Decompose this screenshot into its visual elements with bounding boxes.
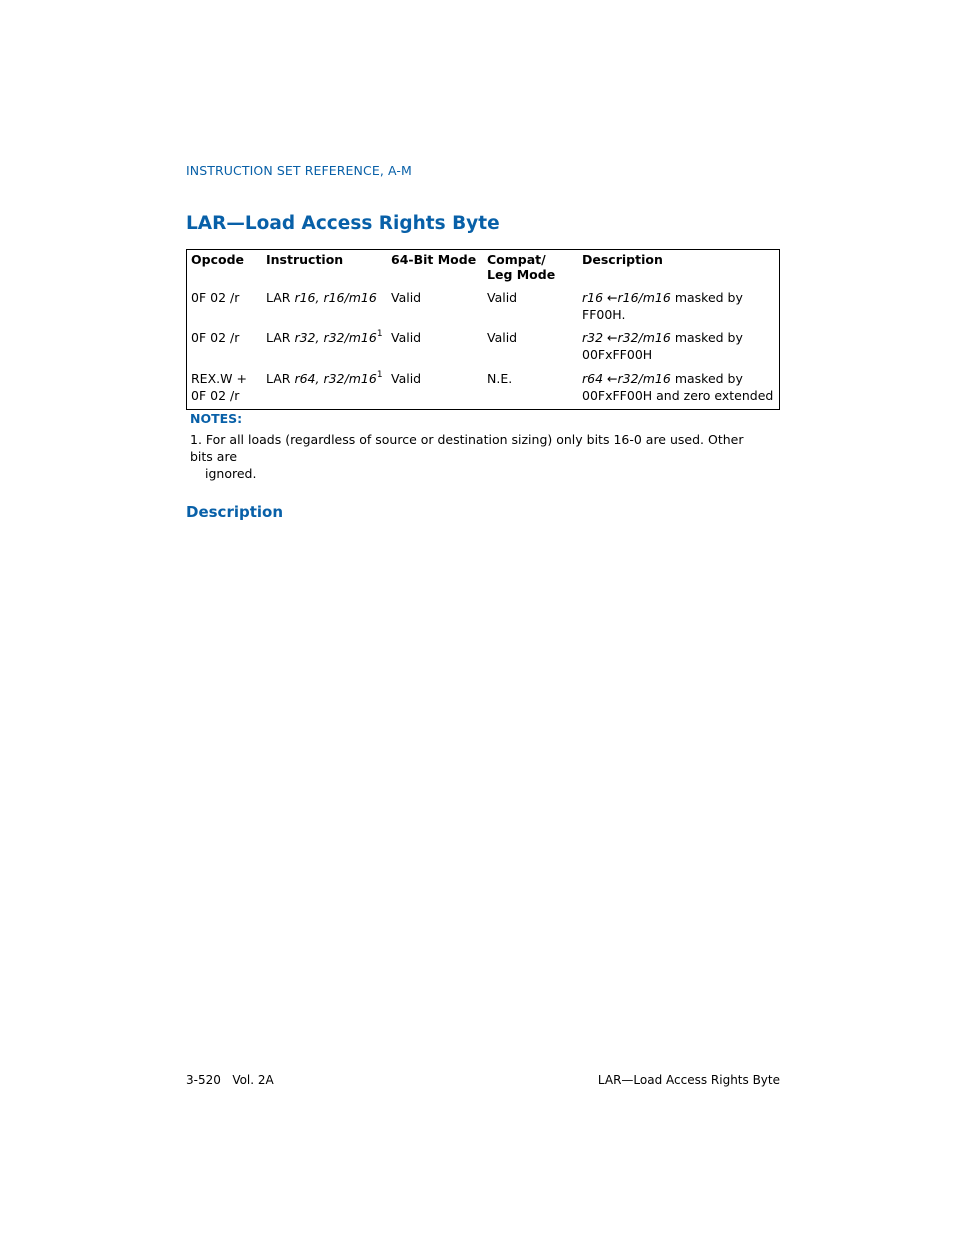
footer-page-number: 3-520 Vol. 2A [186,1073,274,1087]
mnemonic: LAR [266,371,295,386]
table-row-3-opcode [191,370,247,404]
desc-line2: FF00H. [582,307,626,322]
desc-src: r32/m16 [617,330,671,345]
header-description: Description [582,252,663,267]
table-row-2-64bit-mode: Valid [391,330,422,345]
table-row-1-64bit-mode: Valid [391,290,422,305]
table-row-1-instruction [266,289,377,306]
opcode-text-line1: REX.W + [191,371,247,386]
opcode-text: 0F 02 /r [191,290,240,305]
operands: r16, r16/m16 [294,290,377,305]
table-row-1-description [582,289,743,323]
desc-rest: masked by [670,290,743,305]
note-text-line2: ignored. [205,466,257,481]
table-row-3-compat-mode: N.E. [487,371,513,386]
operands: r32, r32/m16 [294,330,377,345]
header-64bit-mode: 64-Bit Mode [391,252,477,267]
table-row-2-compat-mode: Valid [487,330,518,345]
table-row-1-opcode [191,289,239,306]
table-row-3-description [582,370,773,404]
page-title: LAR—Load Access Rights Byte [186,213,500,234]
opcode-text-line2: 0F 02 /r [191,388,240,403]
note-text-line1: For all loads (regardless of source or destination sizing) only bits 16-0 are used. Other bits are [190,432,744,464]
table-row-2-instruction [266,329,383,346]
footnote-marker: 1 [376,329,383,339]
desc-arrow: ← [603,290,618,305]
header-opcode: Opcode [191,252,244,267]
desc-src: r32/m16 [617,371,671,386]
footnote-marker: 1 [376,370,383,380]
opcode-text: 0F 02 /r [191,330,240,345]
footer-title: LAR—Load Access Rights Byte [597,1073,780,1087]
desc-rest: masked by [670,371,743,386]
mnemonic: LAR [266,330,295,345]
desc-src: r16/m16 [617,290,671,305]
mnemonic: LAR [266,290,295,305]
table-row-3-instruction [266,370,383,387]
table-row-2-description [582,329,743,363]
desc-rest: masked by [670,330,743,345]
desc-arrow: ← [603,371,618,386]
desc-line2: 00FxFF00H and zero extended [582,388,774,403]
desc-line2: 00FxFF00H [582,347,653,362]
desc-dest: r16 [582,290,604,305]
table-row-2-opcode [191,329,239,346]
header-instruction: Instruction [266,252,344,267]
desc-dest: r64 [582,371,604,386]
note-item-1 [190,431,770,482]
notes-label: NOTES: [190,411,243,426]
header-compat-line1: Compat/ [487,252,546,267]
desc-arrow: ← [603,330,618,345]
header-compat-leg-mode [487,252,555,282]
header-compat-line2: Leg Mode [487,267,556,282]
table-row-3-64bit-mode: Valid [391,371,422,386]
section-heading-description: Description [186,503,284,521]
opcode-table [186,249,780,410]
operands: r64, r32/m16 [294,371,377,386]
table-row-1-compat-mode: Valid [487,290,518,305]
desc-dest: r32 [582,330,604,345]
running-header: INSTRUCTION SET REFERENCE, A-M [186,163,412,178]
note-number: 1. [190,432,206,447]
